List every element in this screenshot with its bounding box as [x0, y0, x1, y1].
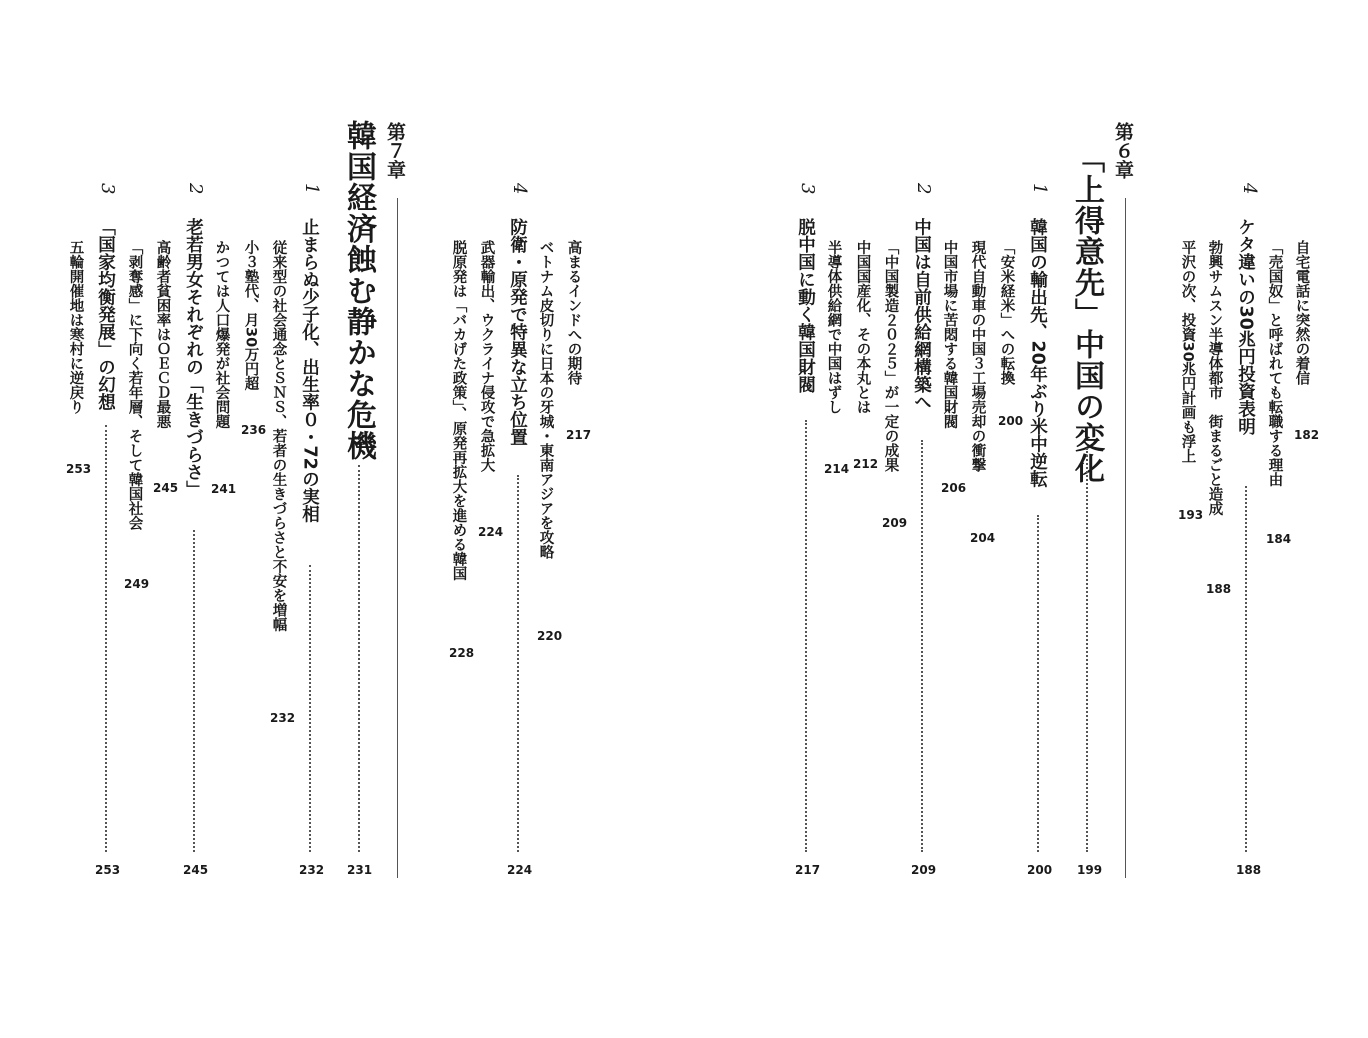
- page-number: 193: [1178, 508, 1204, 522]
- toc-subitem: 高まるインドへの期待: [565, 240, 582, 385]
- page-number: 253: [66, 462, 92, 476]
- toc-heading[interactable]: 脱中国に動く韓国財閥: [795, 218, 816, 393]
- page-number: 253: [95, 863, 121, 877]
- page-number: 188: [1236, 863, 1262, 877]
- chapter-title[interactable]: 韓国経済蝕む静かな危機: [341, 120, 376, 461]
- chapter-label: 第７章: [384, 122, 406, 179]
- section-number: 2: [185, 183, 206, 195]
- leader-dots: [193, 530, 195, 852]
- toc-subitem: 「剥奪感」に下向く若年層、そして韓国社会: [126, 240, 143, 530]
- page-number: 204: [970, 531, 996, 545]
- section-number: 4: [1239, 183, 1260, 195]
- toc-subitem: かつては人口爆発が社会問題: [213, 240, 230, 429]
- page-number: 245: [153, 481, 179, 495]
- toc-subitem: 半導体供給網で中国はずし: [825, 240, 842, 414]
- toc-subitem: 武器輸出、ウクライナ侵攻で急拡大: [478, 240, 495, 472]
- toc-subitem: 中国市場に苦悶する韓国財閥: [941, 240, 958, 429]
- leader-dots: [805, 420, 807, 852]
- toc-subitem: 五輪開催地は寒村に逆戻り: [67, 240, 84, 414]
- page-number: 209: [911, 863, 937, 877]
- chapter-rule: [397, 198, 398, 878]
- toc-heading[interactable]: 中国は自前供給網構築へ: [911, 218, 932, 411]
- page-number: 206: [941, 481, 967, 495]
- toc-heading[interactable]: 韓国の輸出先、20年ぶり米中逆転: [1027, 218, 1048, 488]
- toc-subitem: 従来型の社会通念とＳＮＳ、若者の生きづらさと不安を増幅: [270, 240, 287, 632]
- leader-dots: [105, 425, 107, 852]
- section-number: 4: [509, 183, 530, 195]
- page-number: 232: [299, 863, 325, 877]
- chapter-label: 第６章: [1112, 122, 1134, 179]
- toc-subitem: ベトナム皮切りに日本の牙城・東南アジアを攻略: [537, 240, 554, 559]
- section-number: 2: [913, 183, 934, 195]
- toc-heading[interactable]: ケタ違いの30兆円投資表明: [1235, 218, 1256, 435]
- page-number: 200: [1027, 863, 1053, 877]
- page-number: 224: [507, 863, 533, 877]
- page-number: 228: [449, 646, 475, 660]
- toc-heading[interactable]: 止まらぬ少子化、出生率０・72の実相: [299, 218, 320, 523]
- page-number: 182: [1294, 428, 1320, 442]
- page-number: 184: [1266, 532, 1292, 546]
- section-number: 1: [301, 183, 322, 195]
- leader-dots: [921, 440, 923, 852]
- page-number: 200: [998, 414, 1024, 428]
- leader-dots: [1037, 515, 1039, 852]
- toc-subitem: 自宅電話に突然の着信: [1293, 240, 1310, 385]
- page-number: 249: [124, 577, 150, 591]
- page-number: 188: [1206, 582, 1232, 596]
- page-number: 241: [211, 482, 237, 496]
- toc-heading[interactable]: 防衛・原発で特異な立ち位置: [507, 218, 528, 446]
- section-number: 3: [97, 183, 118, 195]
- page-number: 220: [537, 629, 563, 643]
- page-number: 217: [566, 428, 592, 442]
- toc-subitem: 「安米経米」への転換: [998, 240, 1015, 385]
- leader-dots: [517, 475, 519, 852]
- page-number: 217: [795, 863, 821, 877]
- toc-subitem: 高齢者貧困率はＯＥＣＤ最悪: [154, 240, 171, 429]
- toc-subitem: 「売国奴」と呼ばれても転職する理由: [1266, 240, 1283, 487]
- section-number: 1: [1029, 183, 1050, 195]
- toc-subitem: 平沢の次、投資30兆円計画も浮上: [1179, 240, 1196, 464]
- toc-heading[interactable]: 「国家均衡発展」の幻想: [95, 218, 116, 411]
- leader-dots: [1086, 448, 1088, 852]
- toc-heading[interactable]: 老若男女それぞれの「生きづらさ」: [183, 218, 204, 498]
- leader-dots: [309, 565, 311, 852]
- page-number: 232: [270, 711, 296, 725]
- page-number: 212: [853, 457, 879, 471]
- page-number: 214: [824, 462, 850, 476]
- page-number: 231: [347, 863, 373, 877]
- toc-subitem: 中国国産化、その本丸とは: [854, 240, 871, 414]
- section-number: 3: [797, 183, 818, 195]
- toc-subitem: 現代自動車の中国３工場売却の衝撃: [969, 240, 986, 472]
- page-number: 236: [241, 423, 267, 437]
- page-number: 199: [1077, 863, 1103, 877]
- page-number: 209: [882, 516, 908, 530]
- page-number: 224: [478, 525, 504, 539]
- page-number: 245: [183, 863, 209, 877]
- toc-subitem: 勃興サムスン半導体都市 街まるごと造成: [1206, 240, 1223, 516]
- leader-dots: [358, 465, 360, 852]
- toc-subitem: 脱原発は「バカげた政策」、原発再拡大を進める韓国: [450, 240, 467, 581]
- chapter-rule: [1125, 198, 1126, 878]
- toc-subitem: 小３塾代、月30万円超: [242, 240, 259, 391]
- chapter-title[interactable]: 「上得意先」中国の変化: [1069, 143, 1104, 484]
- toc-subitem: 「中国製造２０２５」が一定の成果: [882, 240, 899, 472]
- leader-dots: [1245, 486, 1247, 852]
